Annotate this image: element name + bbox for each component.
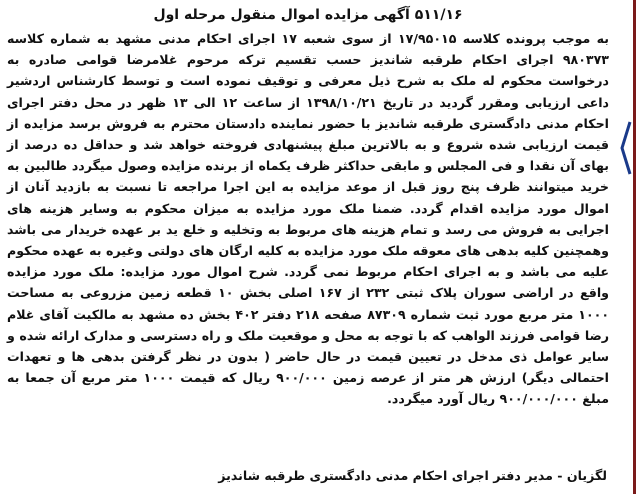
margin-mark-icon [618, 118, 632, 178]
notice-signature: لگزیان - مدیر دفتر اجرای احکام مدنی دادگستری طرقبه شاندیز [218, 468, 607, 483]
notice-body: به موجب پرونده کلاسه ۱۷/۹۵۰۱۵ از سوی شعبه ۱۷ اجرای احکام مدنی مشهد به شماره کلاسه ۹۸۰۳۷۳ اجرای احکام طرقبه شاندیز حسب تقسیم ترکه مرحوم غلامرضا قوامی صادره به درخواست محکوم له ملک به شرح ذیل معرفی و توقیف نموده است و توسط کارشناس اردشیر داعی ارزیابی ومقرر گردید در تاریخ ۱۳۹۸/۱۰/۲۱ از ساعت ۱۲ الی ۱۳ ظهر در محل دفتر اجرای احکام مدنی دادگستری طرقبه شاندیز با حضور نماینده دادستان محترم به فروش برسد مزایده از قیمت ارزیابی شده شروع و به بالاترین مبلغ پیشنهادی فروخته خواهد شد و حداقل ده درصد از بهای آن نقدا و فی المجلس و مابقی حداکثر ظرف یکماه از برنده مزایده وصول میگردد طالبین به خرید میتوانند ظرف پنج روز قبل از موعد مزایده به این اجرا مراجعه تا نسبت به بازدید آنان از اموال مورد مزایده اقدام گردد. ضمنا ملک مورد مزایده به میزان محکوم به وسایر هزینه های اجرایی به فروش می رسد و تمام هزینه های مربوط به وتخلیه و خلع ید بر عهده خریدار می باشد وهمچنین کلیه بدهی های معوقه ملک مورد مزایده به کلیه ارگان های دولتی وغیره به عهده محکوم علیه می باشد و به اجرای احکام مربوط نمی گردد. شرح اموال مورد مزایده: ملک مورد مزایده واقع در اراضی سوران پلاک ثبتی ۲۳۲ از ۱۶۷ اصلی بخش ۱۰ قطعه زمین مزروعی به مساحت ۱۰۰۰ متر مربع مورد ثبت شماره ۸۷۳۰۹ صفحه ۲۱۸ دفتر ۴۰۲ بخش ده مشهد به مالکیت آقای غلام رضا قوامی فرزند الواهب که با توجه به محل و موقعیت ملک و راه دسترسی و مدارک ارائه شده و سایر عوامل ذی مدخل در تعیین قیمت در حال حاضر ( بدون در نظر گرفتن بدهی ها و تعهدات احتمالی دیگر) ارزش هر متر از عرصه زمین ۹۰۰/۰۰۰ ریال که قیمت ۱۰۰۰ متر مربع آن جمعا به مبلغ ۹۰۰/۰۰۰/۰۰۰ ریال آورد میگردد. [7, 31, 610, 407]
notice-title: ۵۱۱/۱۶ آگهی مزایده اموال منقول مرحله اول [153, 7, 463, 23]
auction-notice [3, 4, 613, 488]
